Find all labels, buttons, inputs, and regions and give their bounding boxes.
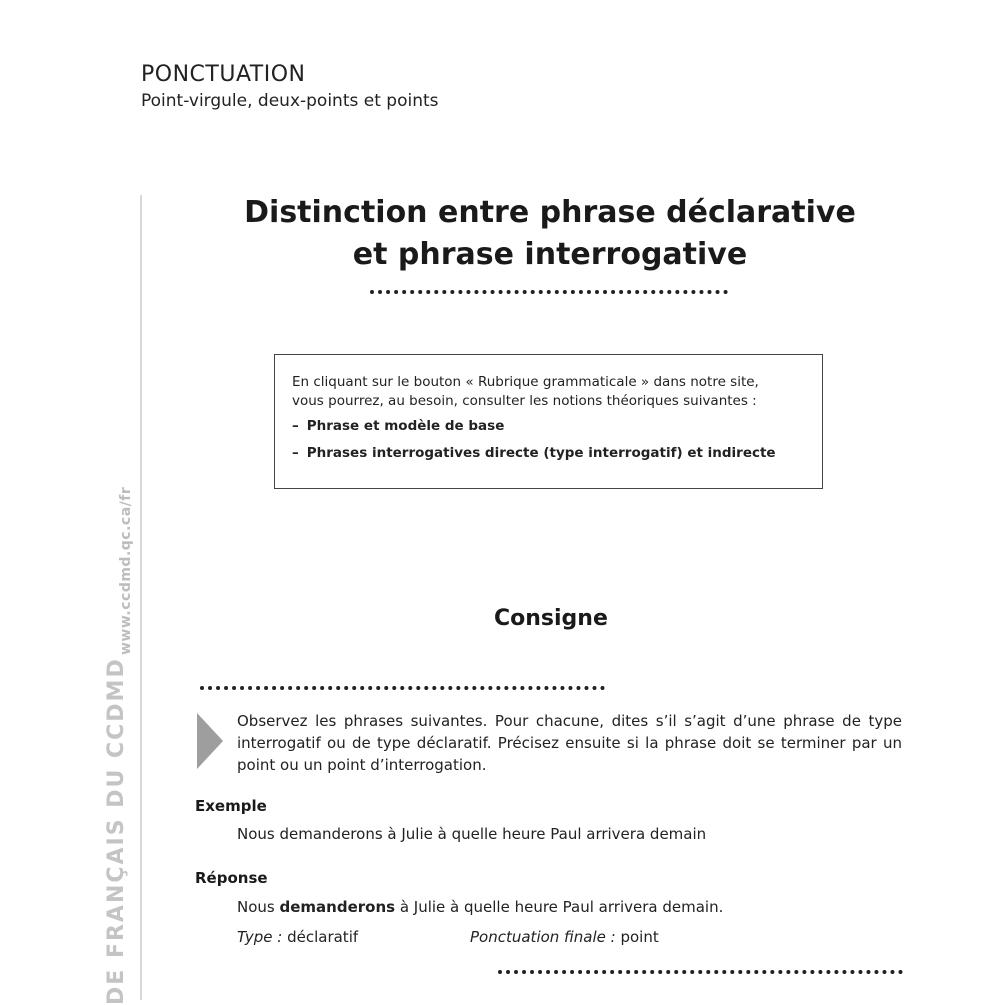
grammar-note-box <box>274 354 823 489</box>
type-label: Type : <box>237 928 283 946</box>
page-title <box>200 192 900 276</box>
consigne-dotted-divider <box>200 686 605 690</box>
triangle-arrow-icon <box>197 713 223 769</box>
note-intro-line-1: En cliquant sur le bouton « Rubrique grammaticale » dans notre site, <box>292 374 759 390</box>
title-line-1: Distinction entre phrase déclarative <box>244 195 856 230</box>
reponse-verb: demanderons <box>279 898 396 916</box>
reponse-text-after: à Julie à quelle heure Paul arrivera demain. <box>395 898 724 916</box>
dash-bullet-icon: – <box>292 445 299 461</box>
dash-bullet-icon: – <box>292 418 299 434</box>
title-dotted-divider <box>370 290 728 294</box>
sidebar-url: www.ccdmd.qc.ca/fr <box>118 486 134 655</box>
bottom-dotted-divider <box>498 970 903 974</box>
note-list-item <box>292 444 806 463</box>
reponse-details <box>237 928 659 946</box>
consigne-heading: Consigne <box>494 606 608 631</box>
sidebar-brand: DE FRANÇAIS DU CCDMD <box>104 657 129 1005</box>
punctuation-detail <box>470 928 659 946</box>
reponse-label: Réponse <box>195 869 268 887</box>
note-list-item <box>292 417 806 436</box>
exemple-label: Exemple <box>195 797 267 815</box>
note-intro-line-2: vous pourrez, au besoin, consulter les notions théoriques suivantes : <box>292 393 757 409</box>
note-item-text: Phrase et modèle de base <box>306 418 505 434</box>
punctuation-value: point <box>620 928 659 946</box>
reponse-text-before: Nous <box>237 898 280 916</box>
note-list <box>292 417 806 463</box>
page-header <box>141 62 439 111</box>
punctuation-label: Ponctuation finale : <box>470 928 616 946</box>
exemple-sentence: Nous demanderons à Julie à quelle heure Paul arrivera demain <box>237 825 707 843</box>
type-value: déclaratif <box>287 928 359 946</box>
consigne-instructions: Observez les phrases suivantes. Pour chacune, dites s’il s’agit d’une phrase de type interrogatif ou de type déclaratif. Précisez ensuite si la phrase doit se terminer par un point ou un point d’interrogation. <box>237 712 902 774</box>
title-line-2: et phrase interrogative <box>352 237 748 272</box>
margin-rule <box>140 195 142 1000</box>
section-subtitle: Point-virgule, deux-points et points <box>141 91 439 111</box>
section-title: PONCTUATION <box>141 62 306 87</box>
note-item-text: Phrases interrogatives directe (type interrogatif) et indirecte <box>306 445 776 461</box>
reponse-sentence <box>237 898 723 916</box>
